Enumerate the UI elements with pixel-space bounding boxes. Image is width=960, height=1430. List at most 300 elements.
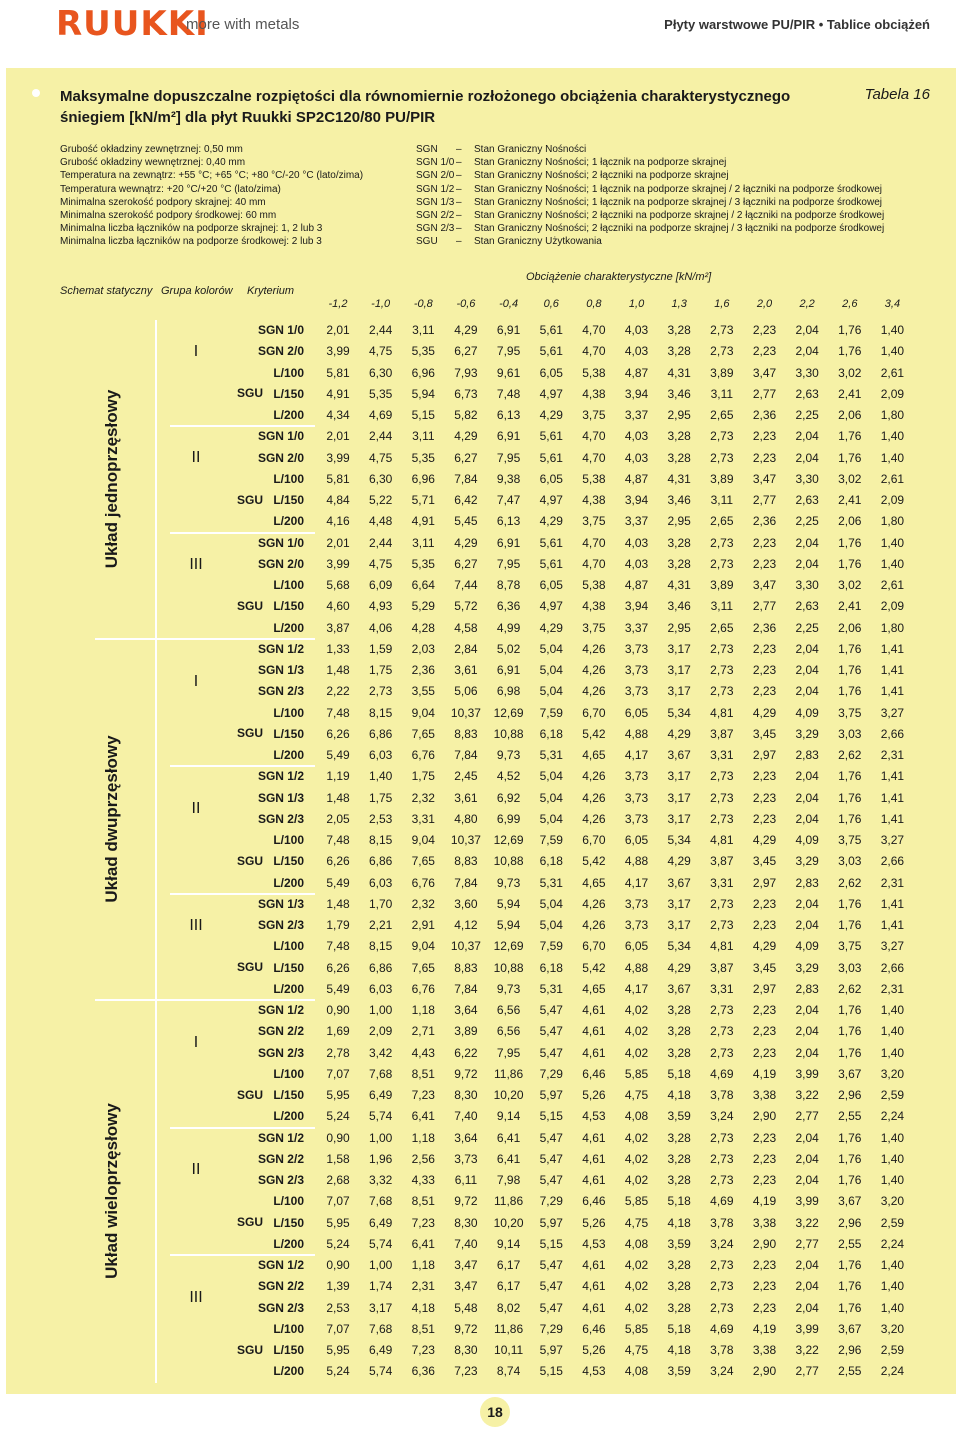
value-cell: 4,70 <box>582 450 606 465</box>
value-cell: 4,29 <box>667 960 691 975</box>
value-cell: 3,27 <box>880 833 905 847</box>
table-row <box>0 341 960 362</box>
value-cell: 7,29 <box>539 1066 563 1081</box>
value-cell: 2,97 <box>752 875 777 890</box>
value-cell: 4,81 <box>710 939 734 954</box>
value-cell: 7,48 <box>326 705 350 720</box>
value-cell: 4,26 <box>582 896 606 911</box>
value-cell: 3,27 <box>880 705 905 720</box>
value-cell: 1,69 <box>326 1024 350 1039</box>
value-cell: 7,40 <box>454 1109 478 1124</box>
value-cell: 2,56 <box>411 1151 435 1166</box>
value-cell: 1,40 <box>880 1258 905 1272</box>
value-cell: 2,73 <box>710 684 734 699</box>
value-cell: 1,76 <box>838 1130 862 1145</box>
value-cell: 3,45 <box>752 726 777 741</box>
value-cell: 6,41 <box>496 1151 521 1166</box>
table-row <box>0 639 960 660</box>
criterion-cell: L/150 <box>273 1343 304 1357</box>
value-cell: 1,76 <box>838 811 862 826</box>
value-cell: 3,46 <box>667 493 691 507</box>
value-cell: 4,97 <box>539 599 563 614</box>
value-cell: 4,18 <box>667 1088 691 1102</box>
criterion-cell: SGN 1/2 <box>257 641 304 656</box>
criterion-cell: L/150 <box>273 493 304 507</box>
criterion-cell: L/100 <box>273 939 304 954</box>
value-cell: 3,17 <box>667 663 691 677</box>
value-cell: 4,52 <box>496 769 521 784</box>
value-cell: 6,86 <box>368 726 393 741</box>
value-cell: 6,05 <box>624 939 649 954</box>
value-cell: 4,33 <box>411 1173 435 1187</box>
value-cell: 3,89 <box>454 1024 478 1039</box>
value-cell: 2,61 <box>880 365 905 380</box>
value-cell: 1,41 <box>880 641 905 656</box>
value-cell: 4,02 <box>624 1003 649 1017</box>
value-cell: 3,37 <box>624 514 649 529</box>
criterion-cell: L/150 <box>273 726 304 741</box>
value-cell: 4,29 <box>752 833 777 847</box>
value-cell: 8,83 <box>454 960 478 975</box>
value-cell: 3,11 <box>710 493 734 507</box>
value-cell: 5,18 <box>667 1066 691 1081</box>
value-cell: 3,28 <box>667 1300 691 1315</box>
sgu-label: SGU <box>237 492 264 507</box>
value-cell: 3,73 <box>454 1151 478 1166</box>
value-cell: 3,03 <box>838 960 862 975</box>
value-cell: 4,26 <box>582 641 606 656</box>
value-cell: 3,31 <box>710 875 734 890</box>
column-header-grupa: Grupa kolorów <box>161 285 233 297</box>
value-cell: 6,70 <box>582 705 606 720</box>
value-cell: 3,28 <box>667 1279 691 1294</box>
table-row <box>0 894 960 915</box>
table-row <box>0 788 960 809</box>
value-cell: 4,19 <box>752 1321 777 1336</box>
value-cell: 5,45 <box>454 514 478 529</box>
value-cell: 2,77 <box>795 1364 819 1379</box>
value-cell: 1,40 <box>880 1279 905 1294</box>
value-cell: 3,20 <box>880 1321 905 1336</box>
criterion-cell: SGN 1/3 <box>257 896 304 911</box>
value-cell: 3,28 <box>667 535 691 550</box>
value-cell: 5,48 <box>454 1300 478 1315</box>
value-cell: 2,73 <box>710 1300 734 1315</box>
legend-text: Stan Graniczny Nośności; 1 łącznik na podporze skrajnej / 2 łączniki na podporze środkowej <box>474 183 882 195</box>
value-cell: 7,65 <box>411 726 435 741</box>
value-cell: 4,61 <box>582 1045 606 1060</box>
value-cell: 2,04 <box>795 450 819 465</box>
value-cell: 3,61 <box>454 663 478 677</box>
value-cell: 4,29 <box>667 854 691 869</box>
legend-text: Stan Graniczny Nośności <box>474 144 587 155</box>
value-cell: 4,03 <box>624 535 649 550</box>
value-cell: 1,41 <box>880 684 905 699</box>
value-cell: 2,31 <box>880 748 905 762</box>
sgu-label: SGU <box>237 1342 264 1357</box>
value-cell: 4,03 <box>624 323 649 337</box>
document-title: Płyty warstwowe PU/PIR • Tablice obciążeń <box>664 17 930 32</box>
load-column-header: 1,0 <box>628 298 645 310</box>
value-cell: 2,23 <box>752 535 777 550</box>
parameter-line: Minimalna liczba łączników na podporze środkowej: 2 lub 3 <box>60 236 322 248</box>
value-cell: 4,06 <box>368 620 393 635</box>
value-cell: 3,28 <box>667 429 691 444</box>
value-cell: 1,40 <box>880 1130 905 1145</box>
value-cell: 2,90 <box>752 1364 777 1379</box>
value-cell: 1,41 <box>880 663 905 677</box>
value-cell: 4,31 <box>667 365 691 380</box>
value-cell: 1,75 <box>368 663 393 677</box>
value-cell: 7,65 <box>411 960 435 975</box>
value-cell: 2,59 <box>880 1088 905 1102</box>
load-column-header: 2,0 <box>756 298 773 310</box>
legend-text: Stan Graniczny Nośności; 1 łącznik na podporze skrajnej / 3 łączniki na podporze środkowej <box>474 196 882 208</box>
value-cell: 3,29 <box>795 726 819 741</box>
value-cell: 2,44 <box>368 323 393 337</box>
value-cell: 6,27 <box>454 450 478 465</box>
table-row <box>0 469 960 490</box>
value-cell: 4,69 <box>710 1194 734 1209</box>
value-cell: 2,65 <box>710 620 734 635</box>
criterion-cell: SGN 1/2 <box>257 769 304 784</box>
column-divider <box>155 320 157 639</box>
value-cell: 2,04 <box>795 1003 819 1017</box>
value-cell: 4,31 <box>667 578 691 592</box>
value-cell: 4,29 <box>454 535 478 550</box>
value-cell: 4,29 <box>454 429 478 444</box>
value-cell: 5,02 <box>496 641 521 656</box>
value-cell: 4,02 <box>624 1024 649 1039</box>
value-cell: 2,23 <box>752 896 777 911</box>
value-cell: 4,26 <box>582 684 606 699</box>
value-cell: 7,84 <box>454 471 478 486</box>
value-cell: 3,67 <box>667 875 691 890</box>
value-cell: 3,27 <box>880 939 905 954</box>
value-cell: 3,73 <box>624 790 649 805</box>
value-cell: 4,09 <box>795 833 819 847</box>
value-cell: 6,17 <box>496 1258 521 1272</box>
value-cell: 1,41 <box>880 896 905 911</box>
value-cell: 2,53 <box>368 811 393 826</box>
value-cell: 5,04 <box>539 684 563 699</box>
value-cell: 4,65 <box>582 981 606 996</box>
value-cell: 5,61 <box>539 450 563 465</box>
value-cell: 5,34 <box>667 705 691 720</box>
value-cell: 7,93 <box>454 365 478 380</box>
value-cell: 2,23 <box>752 684 777 699</box>
value-cell: 3,47 <box>454 1258 478 1272</box>
value-cell: 8,74 <box>496 1364 521 1379</box>
value-cell: 2,23 <box>752 1130 777 1145</box>
value-cell: 7,29 <box>539 1321 563 1336</box>
value-cell: 11,86 <box>494 1066 524 1081</box>
value-cell: 3,73 <box>624 641 649 656</box>
value-cell: 1,76 <box>838 429 862 444</box>
value-cell: 3,28 <box>667 1024 691 1039</box>
table-row <box>0 1298 960 1319</box>
value-cell: 10,88 <box>493 960 524 975</box>
value-cell: 3,99 <box>326 450 350 465</box>
value-cell: 2,32 <box>411 790 435 805</box>
value-cell: 6,49 <box>368 1215 393 1230</box>
value-cell: 7,95 <box>496 1045 521 1060</box>
value-cell: 2,04 <box>795 1258 819 1272</box>
value-cell: 2,25 <box>795 620 819 635</box>
value-cell: 3,59 <box>667 1109 691 1124</box>
value-cell: 4,87 <box>624 578 649 592</box>
value-cell: 4,88 <box>624 854 649 869</box>
legend-text: Stan Graniczny Nośności; 1 łącznik na podporze skrajnej <box>474 157 727 169</box>
value-cell: 2,04 <box>795 556 819 571</box>
value-cell: 5,72 <box>454 599 478 614</box>
value-cell: 4,58 <box>454 620 478 635</box>
value-cell: 2,73 <box>710 641 734 656</box>
value-cell: 8,02 <box>496 1300 521 1315</box>
load-column-header: 3,4 <box>884 298 901 310</box>
value-cell: 5,15 <box>411 408 435 422</box>
sgu-label: SGU <box>237 1215 264 1230</box>
value-cell: 3,24 <box>710 1109 734 1124</box>
value-cell: 6,91 <box>496 663 521 677</box>
value-cell: 4,69 <box>710 1321 734 1336</box>
value-cell: 2,36 <box>752 408 777 422</box>
value-cell: 1,19 <box>326 769 350 784</box>
color-group-label: II <box>191 800 201 817</box>
criterion-cell: SGN 2/2 <box>257 1279 304 1294</box>
legend-text: Stan Graniczny Nośności; 2 łączniki na podporze skrajnej / 2 łączniki na podporze środkowej <box>474 210 885 222</box>
value-cell: 1,76 <box>838 323 862 337</box>
table-row <box>0 1128 960 1149</box>
table-row <box>0 1149 960 1170</box>
sgu-label: SGU <box>237 853 264 868</box>
criterion-cell: L/100 <box>273 705 304 720</box>
value-cell: 8,83 <box>454 854 478 869</box>
parameter-line: Minimalna liczba łączników na podporze skrajnej: 1, 2 lub 3 <box>60 223 323 235</box>
criterion-cell: SGN 2/3 <box>257 918 304 932</box>
value-cell: 6,99 <box>496 811 521 826</box>
value-cell: 2,23 <box>752 344 777 359</box>
value-cell: 4,81 <box>710 833 734 847</box>
value-cell: 4,08 <box>624 1109 649 1124</box>
value-cell: 1,41 <box>880 790 905 805</box>
value-cell: 4,81 <box>710 705 734 720</box>
legend-dash: – <box>456 144 462 155</box>
value-cell: 5,18 <box>667 1321 691 1336</box>
value-cell: 1,96 <box>368 1151 393 1166</box>
table-row <box>0 1234 960 1255</box>
criterion-cell: SGN 2/3 <box>257 684 304 699</box>
value-cell: 4,08 <box>624 1236 649 1251</box>
value-cell: 2,83 <box>795 748 819 762</box>
value-cell: 2,96 <box>838 1088 862 1102</box>
color-group-label: III <box>189 916 203 934</box>
value-cell: 2,77 <box>752 599 777 614</box>
value-cell: 2,62 <box>838 981 862 996</box>
value-cell: 2,73 <box>710 535 734 550</box>
value-cell: 3,28 <box>667 556 691 571</box>
value-cell: 5,38 <box>582 578 606 592</box>
criterion-cell: L/150 <box>273 599 304 614</box>
value-cell: 3,87 <box>710 960 734 975</box>
value-cell: 1,00 <box>368 1130 393 1145</box>
criterion-cell: SGN 2/3 <box>257 1173 304 1187</box>
value-cell: 5,24 <box>326 1109 350 1124</box>
parameter-line: Minimalna szerokość podpory skrajnej: 40 mm <box>60 196 266 208</box>
value-cell: 6,86 <box>368 854 393 869</box>
legend-line <box>416 209 884 222</box>
value-cell: 4,29 <box>454 323 478 337</box>
value-cell: 5,49 <box>326 981 350 996</box>
value-cell: 6,56 <box>496 1003 521 1017</box>
value-cell: 6,09 <box>368 578 393 592</box>
value-cell: 4,97 <box>539 386 563 401</box>
value-cell: 1,41 <box>880 769 905 784</box>
value-cell: 6,30 <box>368 365 393 380</box>
value-cell: 2,73 <box>710 896 734 911</box>
value-cell: 6,49 <box>368 1088 393 1102</box>
value-cell: 4,69 <box>710 1066 734 1081</box>
value-cell: 2,23 <box>752 429 777 444</box>
value-cell: 2,23 <box>752 641 777 656</box>
sgu-label: SGU <box>237 726 264 741</box>
value-cell: 5,94 <box>496 896 521 911</box>
value-cell: 2,65 <box>710 514 734 529</box>
value-cell: 2,04 <box>795 790 819 805</box>
value-cell: 0,90 <box>326 1130 350 1145</box>
value-cell: 5,29 <box>411 599 435 614</box>
value-cell: 3,46 <box>667 599 691 614</box>
value-cell: 2,22 <box>326 684 350 699</box>
value-cell: 2,55 <box>838 1236 862 1251</box>
table-row <box>0 873 960 894</box>
value-cell: 1,48 <box>326 663 350 677</box>
value-cell: 2,01 <box>326 429 350 444</box>
value-cell: 7,47 <box>496 493 521 507</box>
load-column-header: -1,0 <box>371 298 391 310</box>
value-cell: 3,59 <box>667 1236 691 1251</box>
criterion-cell: L/200 <box>273 981 304 996</box>
sgu-label: SGU <box>237 1087 264 1102</box>
value-cell: 4,19 <box>752 1194 777 1209</box>
legend-code: SGU <box>416 236 438 248</box>
value-cell: 1,39 <box>326 1279 350 1294</box>
value-cell: 2,66 <box>880 854 905 869</box>
value-cell: 2,04 <box>795 896 819 911</box>
value-cell: 5,35 <box>368 386 393 401</box>
value-cell: 4,61 <box>582 1130 606 1145</box>
value-cell: 2,90 <box>752 1236 777 1251</box>
value-cell: 6,05 <box>624 705 649 720</box>
value-cell: 5,35 <box>411 344 435 359</box>
value-cell: 1,18 <box>411 1003 435 1017</box>
criterion-cell: SGN 2/2 <box>257 1151 304 1166</box>
value-cell: 7,29 <box>539 1194 563 1209</box>
value-cell: 7,68 <box>368 1194 393 1209</box>
value-cell: 6,56 <box>496 1024 521 1039</box>
value-cell: 4,61 <box>582 1279 606 1294</box>
table-row <box>0 363 960 384</box>
value-cell: 1,76 <box>838 1300 862 1315</box>
value-cell: 7,48 <box>326 939 350 954</box>
value-cell: 1,33 <box>326 641 350 656</box>
value-cell: 6,26 <box>326 960 350 975</box>
value-cell: 9,04 <box>411 705 435 720</box>
value-cell: 5,47 <box>539 1024 563 1039</box>
value-cell: 6,05 <box>539 471 563 486</box>
value-cell: 6,03 <box>368 875 393 890</box>
value-cell: 5,47 <box>539 1258 563 1272</box>
value-cell: 3,11 <box>412 323 435 337</box>
value-cell: 2,23 <box>752 918 777 932</box>
value-cell: 6,70 <box>582 833 606 847</box>
value-cell: 4,91 <box>326 386 350 401</box>
color-group-label: I <box>193 343 199 361</box>
value-cell: 2,01 <box>326 535 350 550</box>
value-cell: 1,80 <box>880 620 905 635</box>
value-cell: 6,76 <box>411 748 435 762</box>
value-cell: 5,24 <box>326 1364 350 1379</box>
value-cell: 3,78 <box>710 1343 734 1357</box>
value-cell: 6,36 <box>411 1364 435 1379</box>
criterion-cell: SGN 2/0 <box>257 556 304 571</box>
value-cell: 3,17 <box>667 918 691 932</box>
value-cell: 1,74 <box>368 1279 393 1294</box>
value-cell: 2,73 <box>710 918 734 932</box>
legend-line <box>416 235 884 248</box>
value-cell: 2,90 <box>752 1109 777 1124</box>
value-cell: 4,75 <box>624 1215 649 1230</box>
table-row <box>0 660 960 681</box>
value-cell: 3,94 <box>624 599 649 614</box>
value-cell: 2,66 <box>880 726 905 741</box>
value-cell: 5,47 <box>539 1130 563 1145</box>
value-cell: 5,04 <box>539 663 563 677</box>
value-cell: 3,73 <box>624 896 649 911</box>
value-cell: 5,81 <box>326 471 350 486</box>
value-cell: 4,19 <box>752 1066 777 1081</box>
value-cell: 4,97 <box>539 493 563 507</box>
value-cell: 4,16 <box>326 514 350 529</box>
value-cell: 6,41 <box>411 1236 435 1251</box>
value-cell: 4,26 <box>582 790 606 805</box>
legend-code: SGN 2/0 <box>416 170 455 182</box>
criterion-cell: L/100 <box>273 1321 304 1336</box>
value-cell: 2,04 <box>795 684 819 699</box>
value-cell: 10,11 <box>494 1343 524 1357</box>
criterion-cell: SGN 1/0 <box>257 429 304 444</box>
value-cell: 2,97 <box>752 981 777 996</box>
value-cell: 4,75 <box>624 1343 649 1357</box>
value-cell: 5,71 <box>411 493 435 507</box>
value-cell: 10,20 <box>493 1088 524 1102</box>
value-cell: 2,41 <box>838 493 862 507</box>
legend-line <box>416 143 884 156</box>
value-cell: 2,04 <box>795 811 819 826</box>
value-cell: 5,94 <box>496 918 521 932</box>
value-cell: 2,05 <box>326 811 350 826</box>
value-cell: 3,89 <box>710 365 734 380</box>
value-cell: 8,15 <box>368 705 393 720</box>
value-cell: 2,41 <box>838 599 862 614</box>
value-cell: 9,14 <box>496 1236 521 1251</box>
criterion-cell: L/150 <box>273 854 304 869</box>
value-cell: 5,49 <box>326 875 350 890</box>
value-cell: 1,40 <box>880 1173 905 1187</box>
criterion-cell: L/200 <box>273 748 304 762</box>
value-cell: 5,26 <box>582 1088 606 1102</box>
criterion-cell: L/200 <box>273 620 304 635</box>
